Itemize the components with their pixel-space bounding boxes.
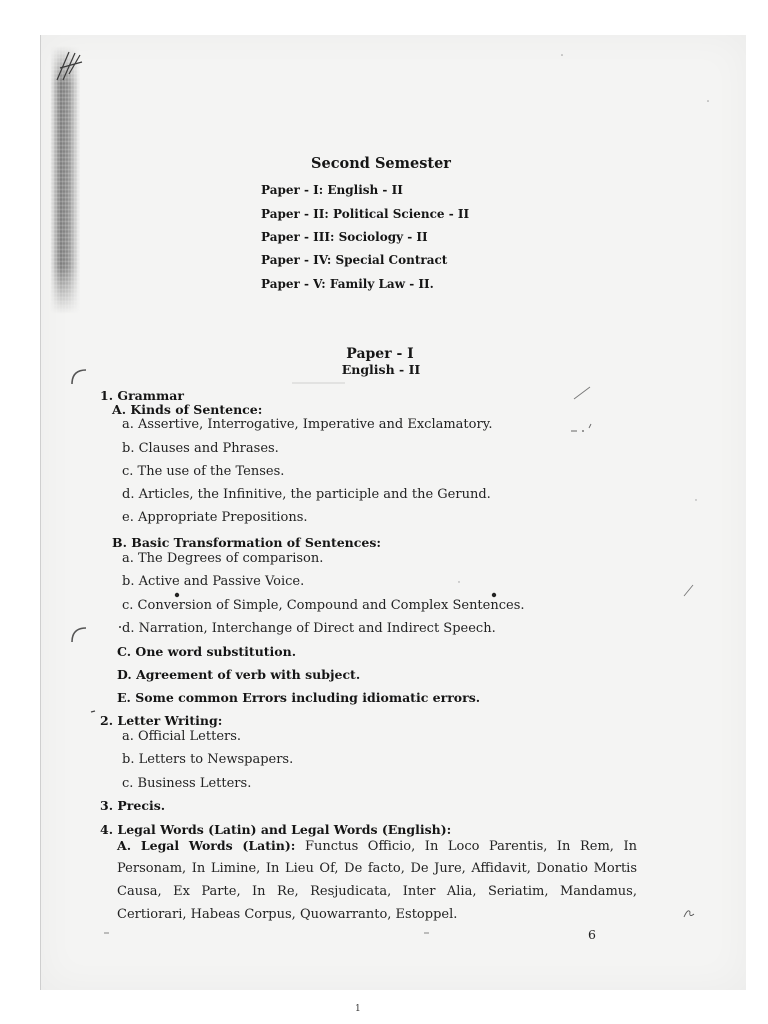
list-item: e. Appropriate Prepositions.: [122, 510, 308, 525]
section-heading: 4. Legal Words (Latin) and Legal Words (English):: [100, 822, 452, 837]
subsection-heading: A. Kinds of Sentence:: [112, 402, 263, 417]
list-item: d. Articles, the Infinitive, the participle and the Gerund.: [122, 487, 491, 502]
paper-list-item: Paper - III: Sociology - II: [261, 230, 428, 244]
list-item: c. Conversion of Simple, Compound and Complex Sentences.: [122, 598, 525, 613]
paper-subtitle: English - II: [341, 362, 421, 377]
section-heading: 2. Letter Writing:: [100, 713, 223, 728]
list-item: a. Official Letters.: [122, 729, 242, 744]
paper-list-item: Paper - II: Political Science - II: [261, 207, 470, 221]
scan-page-number: 1: [355, 1004, 361, 1014]
paper-list-item: Paper - V: Family Law - II.: [261, 277, 434, 291]
legal-words-line: Causa, Ex Parte, In Re, Resjudicata, Inter Alia, Seriatim, Mandamus,: [117, 884, 637, 899]
topic-heading: C. One word substitution.: [117, 644, 297, 659]
list-item: b. Letters to Newspapers.: [122, 752, 294, 767]
list-item: d. Narration, Interchange of Direct and Indirect Speech.: [122, 621, 496, 636]
section-heading: 1. Grammar: [100, 388, 184, 403]
semester-title: Second Semester: [311, 155, 451, 172]
list-item: c. The use of the Tenses.: [122, 464, 285, 479]
list-item: a. Assertive, Interrogative, Imperative and Exclamatory.: [122, 417, 493, 432]
legal-words-text: Functus Officio, In Loco Parentis, In Rem, In: [304, 839, 637, 854]
list-item: b. Clauses and Phrases.: [122, 441, 279, 456]
list-item: b. Active and Passive Voice.: [122, 574, 305, 589]
page-number: 6: [588, 927, 596, 942]
legal-words-line: Personam, In Limine, In Lieu Of, De facto, De Jure, Affidavit, Donatio Mortis: [117, 861, 637, 876]
scan-edge-shadow: [50, 46, 80, 314]
topic-heading: D. Agreement of verb with subject.: [117, 667, 361, 682]
topic-heading: E. Some common Errors including idiomatic errors.: [117, 690, 481, 705]
paper-list-item: Paper - IV: Special Contract: [261, 253, 448, 267]
legal-words-latin-label: A. Legal Words (Latin):: [117, 838, 296, 853]
legal-words-line: [117, 838, 637, 855]
paper-title: Paper - I: [346, 346, 414, 362]
legal-words-line: Certiorari, Habeas Corpus, Quowarranto, Estoppel.: [117, 907, 458, 922]
section-heading: 3. Precis.: [100, 798, 166, 813]
subsection-heading: B. Basic Transformation of Sentences:: [112, 535, 381, 550]
list-item: a. The Degrees of comparison.: [122, 551, 324, 566]
paper-list-item: Paper - I: English - II: [261, 183, 403, 197]
list-item: c. Business Letters.: [122, 776, 252, 791]
